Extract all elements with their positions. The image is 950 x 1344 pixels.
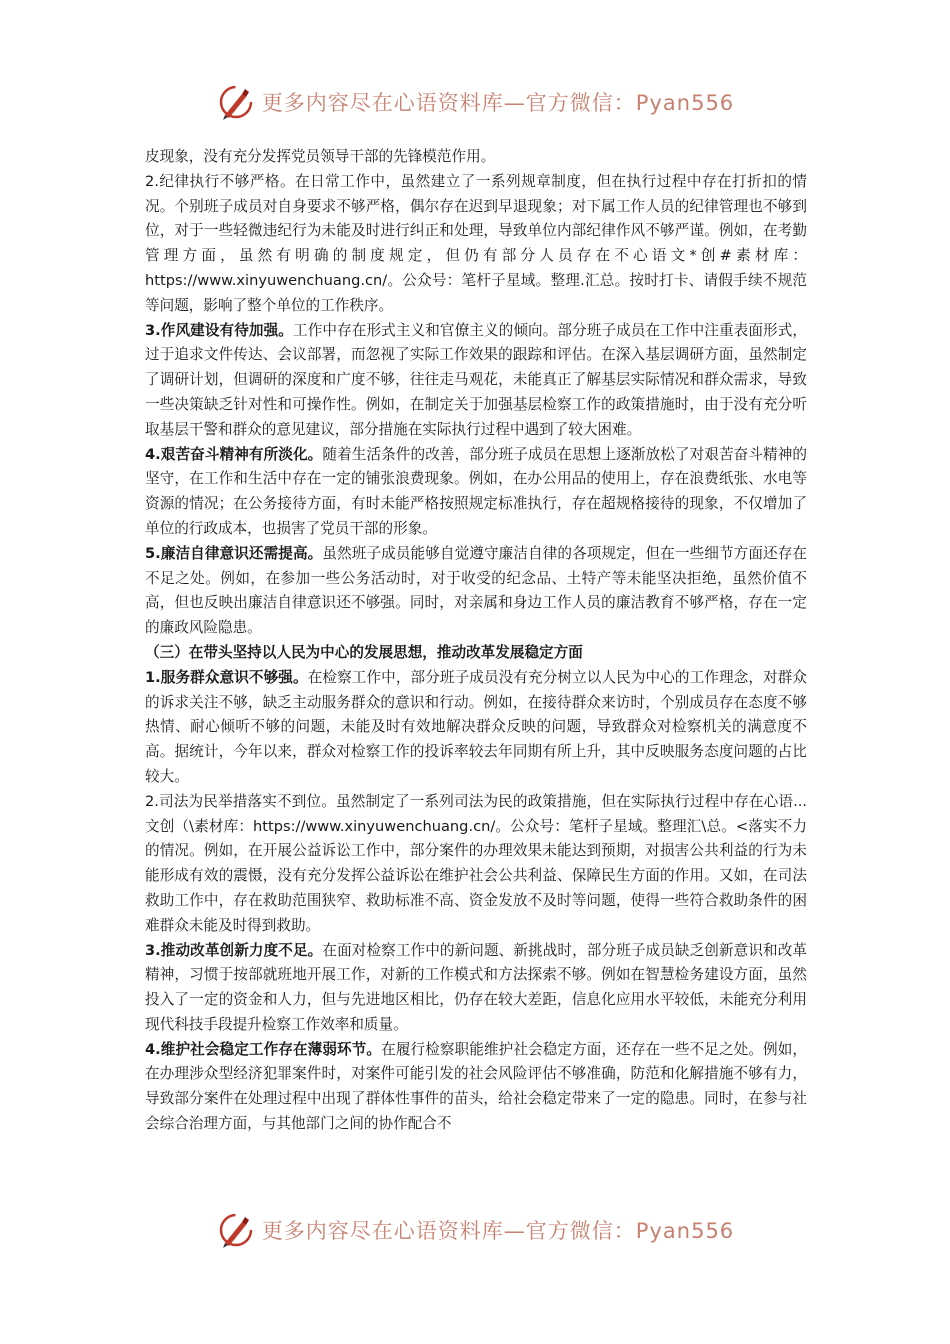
pen-logo-icon (216, 1210, 256, 1250)
paragraph (145, 1038, 807, 1137)
footer-banner (0, 1208, 950, 1252)
paragraph (145, 939, 807, 1038)
banner-text: 更多内容尽在心语资料库—官方微信：Pyan556 (261, 1219, 735, 1243)
paragraph (145, 641, 807, 666)
paragraph-text: 2.纪律执行不够严格。在日常工作中，虽然建立了一系列规章制度，但在执行过程中存在打折扣的情况。个别班子成员对自身要求不够严格，偶尔存在迟到早退现象；对下属工作人员的纪律管理也不够到位，对于一些轻微违纪行为未能及时进行纠正和处理，导致单位内部纪律作风不够严谨。例如，在考勤管理方面，虽然有明确的制度规定，但仍有部分人员存在不心语文*创#素材库：https://www.xinyuwenchuang.cn/。公众号：笔杆子星域。整理.汇总。按时打卡、请假手续不规范等问题，影响了整个单位的工作秩序。 (145, 172, 807, 314)
paragraph (145, 666, 807, 790)
paragraph (145, 319, 807, 443)
paragraph-heading: 3.推动改革创新力度不足。 (145, 941, 323, 959)
paragraph-text: 在检察工作中，部分班子成员没有充分树立以人民为中心的工作理念，对群众的诉求关注不够，缺乏主动服务群众的意识和行动。例如，在接待群众来访时，个别成员存在态度不够热情、耐心倾听不够的问题，未能及时有效地解决群众反映的问题，导致群众对检察机关的满意度不高。据统计，今年以来，群众对检察工作的投诉率较去年同期有所上升，其中反映服务态度问题的占比较大。 (145, 668, 807, 785)
paragraph-text: （三）在带头坚持以人民为中心的发展思想，推动改革发展稳定方面 (145, 643, 583, 661)
paragraph (145, 443, 807, 542)
pen-logo-icon (216, 82, 256, 122)
paragraph-text: 工作中存在形式主义和官僚主义的倾向。部分班子成员在工作中注重表面形式，过于追求文件传达、会议部署，而忽视了实际工作效果的跟踪和评估。在深入基层调研方面，虽然制定了调研计划，但调研的深度和广度不够，往往走马观花，未能真正了解基层实际情况和群众需求，导致一些决策缺乏针对性和可操作性。例如，在制定关于加强基层检察工作的政策措施时，由于没有充分听取基层干警和群众的意见建议，部分措施在实际执行过程中遇到了较大困难。 (145, 321, 807, 438)
paragraph (145, 790, 807, 939)
paragraph-heading: 4.维护社会稳定工作存在薄弱环节。 (145, 1040, 382, 1058)
paragraph-heading: 4.艰苦奋斗精神有所淡化。 (145, 445, 323, 463)
document-body (145, 145, 807, 1137)
paragraph (145, 542, 807, 641)
paragraph-heading: 1.服务群众意识不够强。 (145, 668, 308, 686)
paragraph-text: 在面对检察工作中的新问题、新挑战时，部分班子成员缺乏创新意识和改革精神，习惯于按部就班地开展工作，对新的工作模式和方法探索不够。例如在智慧检务建设方面，虽然投入了一定的资金和人力，但与先进地区相比，仍存在较大差距，信息化应用水平较低，未能充分利用现代科技手段提升检察工作效率和质量。 (145, 941, 807, 1033)
paragraph-text: 随着生活条件的改善，部分班子成员在思想上逐渐放松了对艰苦奋斗精神的坚守，在工作和生活中存在一定的铺张浪费现象。例如，在办公用品的使用上，存在浪费纸张、水电等资源的情况；在公务接待方面，有时未能严格按照规定标准执行，存在超规格接待的现象，不仅增加了单位的行政成本，也损害了党员干部的形象。 (145, 445, 807, 537)
paragraph (145, 170, 807, 319)
banner-text: 更多内容尽在心语资料库—官方微信：Pyan556 (261, 91, 735, 115)
paragraph-text: 虽然班子成员能够自觉遵守廉洁自律的各项规定，但在一些细节方面还存在不足之处。例如，在参加一些公务活动时，对于收受的纪念品、土特产等未能坚决拒绝，虽然价值不高，但也反映出廉洁自律意识还不够强。同时，对亲属和身边工作人员的廉洁教育不够严格，存在一定的廉政风险隐患。 (145, 544, 807, 637)
paragraph-text: 皮现象，没有充分发挥党员领导干部的先锋模范作用。 (145, 148, 496, 165)
paragraph-heading: 5.廉洁自律意识还需提高。 (145, 544, 323, 562)
header-banner (0, 80, 950, 124)
paragraph-text: 2.司法为民举措落实不到位。虽然制定了一系列司法为民的政策措施，但在实际执行过程中存在心语...文创（\素材库：https://www.xinyuwenchuang.cn/。公众号：笔杆子星域。整理汇\总。<落实不力的情况。例如，在开展公益诉讼工作中，部分案件的办理效果未能达到预期，对损害公共利益的行为未能形成有效的震慑，没有充分发挥公益诉讼在维护社会公共利益、保障民生方面的作用。又如，在司法救助工作中，存在救助范围狭窄、救助标准不高、资金发放不及时等问题，使得一些符合救助条件的困难群众未能及时得到救助。 (145, 792, 807, 934)
paragraph-heading: 3.作风建设有待加强。 (145, 321, 293, 339)
paragraph (145, 145, 807, 170)
paragraph-text: 在履行检察职能维护社会稳定方面，还存在一些不足之处。例如，在办理涉众型经济犯罪案件时，对案件可能引发的社会风险评估不够准确，防范和化解措施不够有力，导致部分案件在处理过程中出现了群体性事件的苗头，给社会稳定带来了一定的隐患。同时，在参与社会综合治理方面，与其他部门之间的协作配合不 (145, 1040, 807, 1133)
